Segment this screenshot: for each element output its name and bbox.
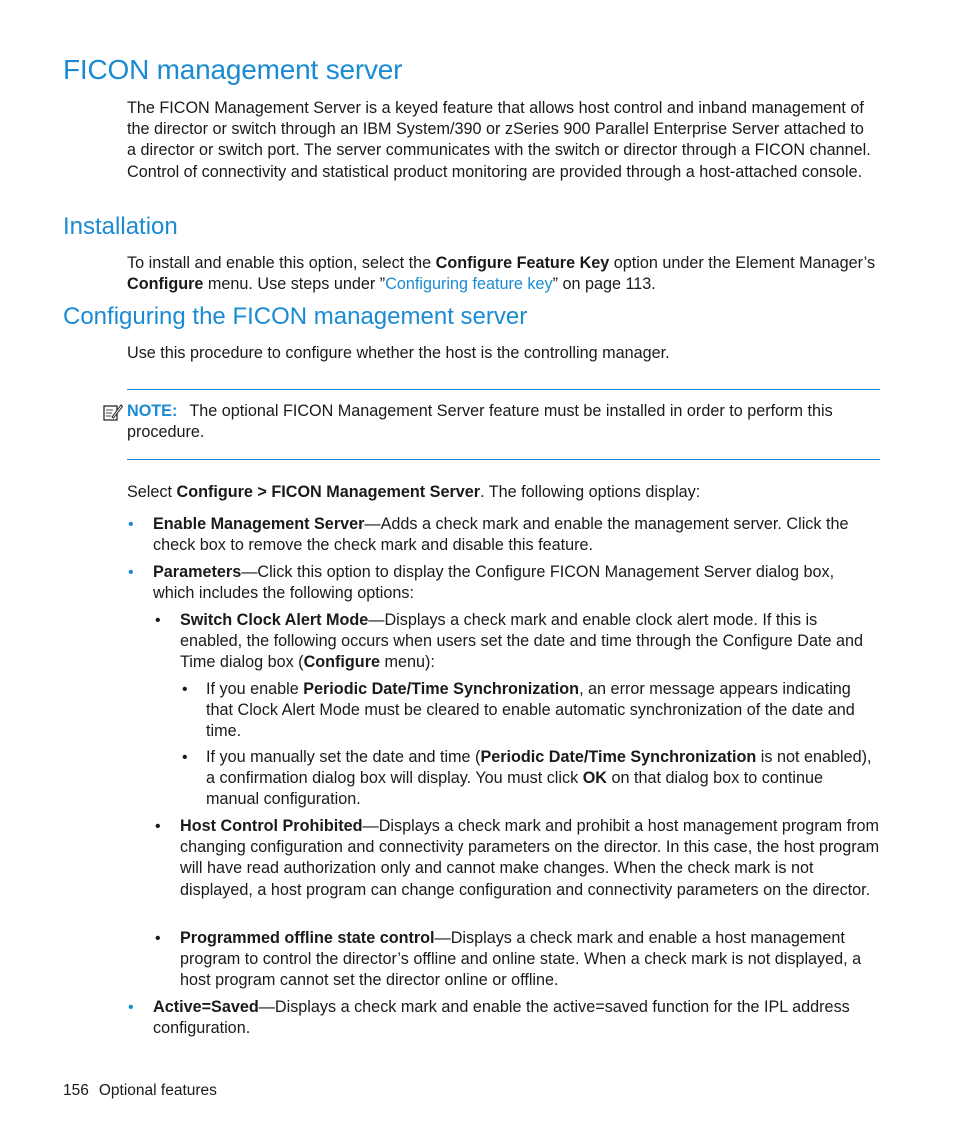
select-paragraph: Select Configure > FICON Management Server. The following options display: — [127, 483, 701, 501]
footer-title: Optional features — [98, 1082, 217, 1099]
configuring-heading: Configuring the FICON management server — [63, 303, 528, 330]
bullet-marker: • — [155, 818, 161, 835]
bullet-marker: • — [155, 930, 161, 947]
note-bottom-rule — [127, 459, 880, 460]
list-item-parameters: Parameters—Click this option to display the Configure FICON Management Server dialog box, which includes the following options: — [153, 563, 835, 603]
list-item-periodic-sync-enabled: If you enable Periodic Date/Time Synchronization, an error message appears indicating that Clock Alert Mode must be cleared to enable automatic synchronization of the date and time. — [206, 680, 855, 741]
list-item-enable-management-server: Enable Management Server—Adds a check mark and enable the management server. Click the check box to remove the check mark and disable this feature. — [153, 515, 849, 555]
bullet-marker: • — [155, 612, 161, 629]
page-number: 156 — [63, 1082, 89, 1099]
list-item-programmed-offline-state-control: Programmed offline state control—Displays a check mark and enable a host management program to control the director’s offline and online state. When a check mark is not displayed, a host program cannot set the director online or offline. — [180, 929, 862, 990]
note-label: NOTE: — [127, 402, 178, 420]
page-footer — [63, 1082, 217, 1100]
bullet-marker: • — [182, 681, 188, 698]
configuring-paragraph: Use this procedure to configure whether the host is the controlling manager. — [127, 344, 670, 362]
list-item-switch-clock-alert-mode: Switch Clock Alert Mode—Displays a check mark and enable clock alert mode. If this is enabled, the following occurs when users set the date and time through the Configure Date and Time dialog box (Configure menu): — [180, 611, 864, 672]
installation-heading: Installation — [63, 213, 178, 240]
list-item-host-control-prohibited: Host Control Prohibited—Displays a check mark and prohibit a host management program from changing configuration and connectivity parameters on the director. In this case, the host program will have read authorization only and cannot make changes. When the check mark is not displayed, a host program can change configuration and connectivity parameters on the director. — [180, 817, 880, 899]
note-pencil-icon — [103, 403, 123, 421]
list-item-active-saved: Active=Saved—Displays a check mark and enable the active=saved function for the IPL address configuration. — [153, 998, 850, 1038]
bullet-marker: • — [128, 564, 134, 581]
bullet-marker: • — [182, 749, 188, 766]
intro-paragraph: The FICON Management Server is a keyed feature that allows host control and inband management of the director or switch through an IBM System/390 or zSeries 900 Parallel Enterprise Server attached to a director or switch port. The server communicates with the switch or director through a FICON channel. Control of connectivity and statistical product monitoring are provided through a host-attached console. — [127, 99, 871, 181]
bullet-marker: • — [128, 999, 134, 1016]
installation-paragraph: To install and enable this option, select the Configure Feature Key option under the Element Manager’s Configure menu. Use steps under ”Configuring feature key” on page 113. — [127, 254, 876, 294]
page-title: FICON management server — [63, 54, 403, 85]
configuring-feature-key-link[interactable]: Configuring feature key — [385, 275, 553, 294]
list-item-manual-date-time: If you manually set the date and time (Periodic Date/Time Synchronization is not enabled), a confirmation dialog box will display. You must click OK on that dialog box to continue manual configuration. — [206, 748, 872, 809]
note-paragraph: NOTE: The optional FICON Management Server feature must be installed in order to perform this procedure. — [127, 402, 833, 442]
note-top-rule — [127, 389, 880, 390]
bullet-marker: • — [128, 516, 134, 533]
